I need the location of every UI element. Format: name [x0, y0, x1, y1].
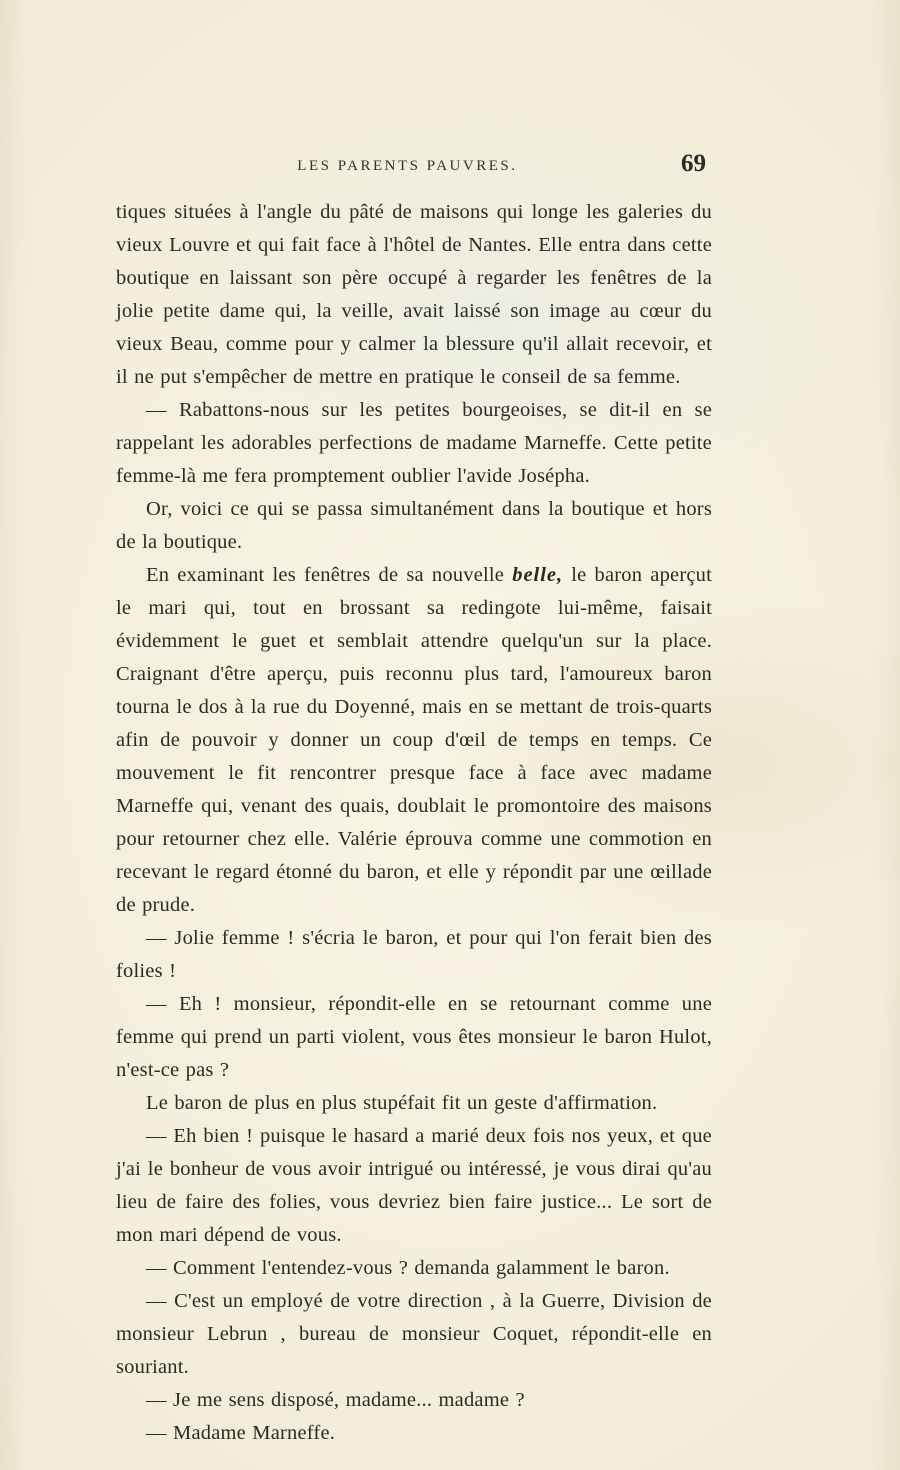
paragraph [116, 1384, 712, 1417]
text-run: Or, voici ce qui se passa simultanément dans la boutique et hors de la boutique. [116, 498, 712, 553]
text-run: tiques situées à l'angle du pâté de maisons qui longe les galeries du vieux Louvre et qui fait face à l'hôtel de Nantes. Elle entra dans cette boutique en laissant son père occupé à regarder les fenêtres de la jolie petite dame qui, la veille, avait laissé son image au cœur du vieux Beau, comme pour y calmer la blessure qu'il allait recevoir, et il ne put s'empêcher de mettre en pratique le conseil de sa femme. [116, 201, 712, 388]
paragraph [116, 1120, 712, 1252]
paragraph [116, 988, 712, 1087]
paragraph [116, 1417, 712, 1450]
paragraph [116, 1087, 712, 1120]
paragraph [116, 493, 712, 559]
page-number: 69 [681, 150, 706, 177]
text-run: — Eh ! monsieur, répondit-elle en se retournant comme une femme qui prend un parti violent, vous êtes monsieur le baron Hulot, n'est-ce pas ? [116, 993, 712, 1081]
text-run: — C'est un employé de votre direction , à la Guerre, Division de monsieur Lebrun , bureau de monsieur Coquet, répondit-elle en souriant. [116, 1290, 712, 1378]
paragraph [116, 559, 712, 922]
text-run: — Madame Marneffe. [146, 1422, 336, 1444]
page-header [116, 150, 712, 196]
paragraph [116, 394, 712, 493]
running-title: LES PARENTS PAUVRES. [297, 158, 518, 174]
paragraph [116, 1252, 712, 1285]
text-run: — Rabattons-nous sur les petites bourgeoises, se dit-il en se rappelant les adorables perfections de madame Marneffe. Cette petite femme-là me fera promptement oublier l'avide Josépha. [116, 399, 712, 487]
paragraph [116, 922, 712, 988]
italic-text: belle, [512, 564, 564, 586]
text-run: Le baron de plus en plus stupéfait fit un geste d'affirmation. [146, 1092, 658, 1114]
text-run: le baron aperçut le mari qui, tout en brossant sa redingote lui-même, faisait évidemment le guet et semblait attendre quelqu'un sur la place. Craignant d'être aperçu, puis reconnu plus tard, l'amoureux baron tourna le dos à la rue du Doyenné, mais en se mettant de trois-quarts afin de pouvoir y donner un coup d'œil de temps en temps. Ce mouvement le fit rencontrer presque face à face avec madame Marneffe qui, venant des quais, doublait le promontoire des maisons pour retourner chez elle. Valérie éprouva comme une commotion en recevant le regard étonné du baron, et elle y répondit par une œillade de prude. [116, 564, 712, 916]
paragraph [116, 1285, 712, 1384]
text-run: — Comment l'entendez-vous ? demanda galamment le baron. [146, 1257, 670, 1279]
text-run: — Jolie femme ! s'écria le baron, et pour qui l'on ferait bien des folies ! [116, 927, 712, 982]
text-run: — Je me sens disposé, madame... madame ? [146, 1389, 525, 1411]
text-run: En examinant les fenêtres de sa nouvelle [146, 564, 513, 586]
paragraph [116, 196, 712, 394]
text-run: — Eh bien ! puisque le hasard a marié deux fois nos yeux, et que j'ai le bonheur de vous avoir intrigué ou intéressé, je vous dirai qu'au lieu de faire des folies, vous devriez bien faire justice... Le sort de mon mari dépend de vous. [116, 1125, 712, 1246]
body-text [116, 196, 712, 1450]
page-content [116, 150, 712, 1450]
